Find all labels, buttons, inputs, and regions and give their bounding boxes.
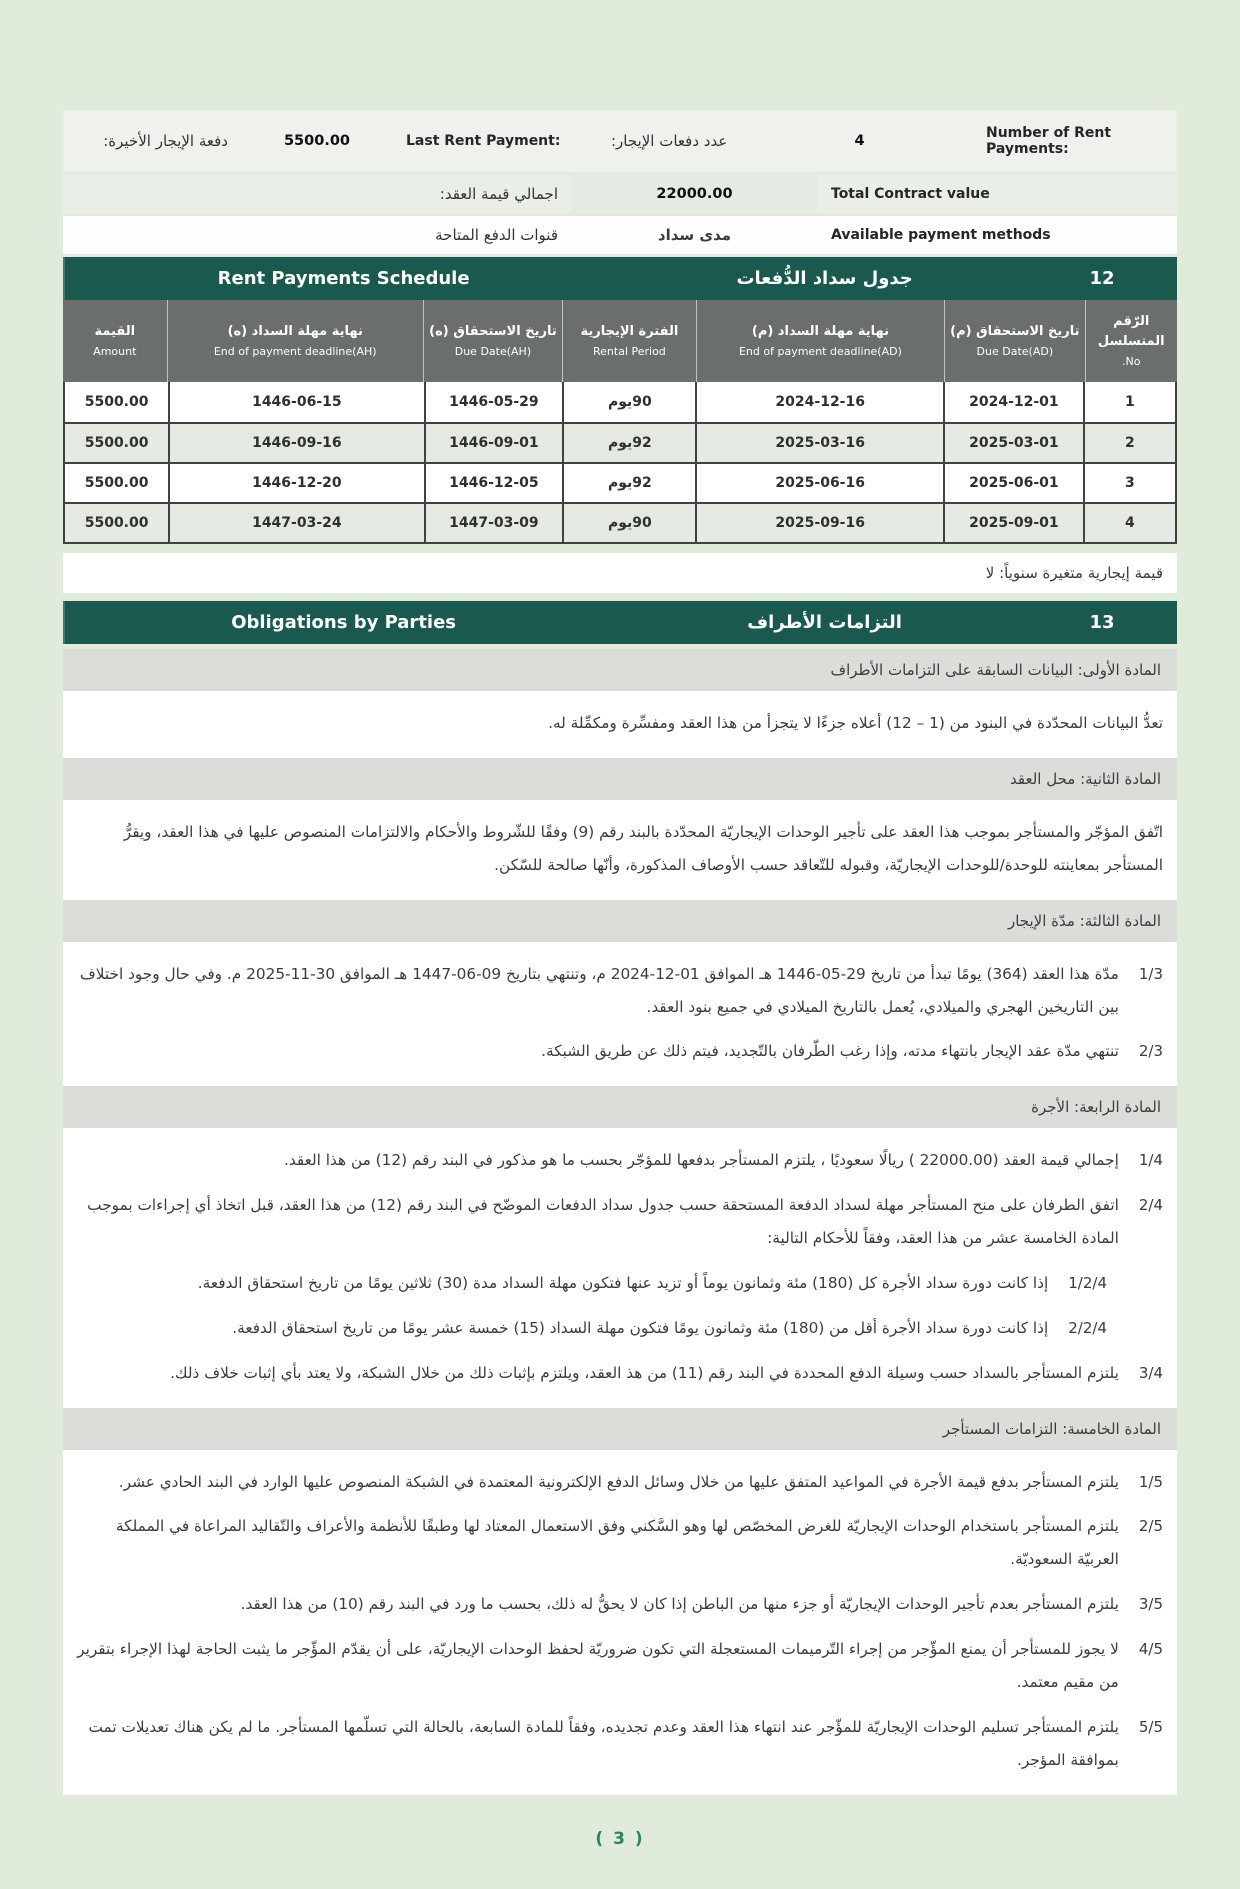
column-header-en: .No (1122, 354, 1141, 368)
clause (77, 1357, 1163, 1390)
article-body (63, 942, 1177, 1087)
clause (77, 1588, 1163, 1621)
clause-text: إذا كانت دورة سداد الأجرة كل (180) مئة وثمانون يوماً أو تزيد عنها فتكون مهلة السداد مدة (30) ثلاثين يومًا من تاريخ استحقاق الدفعة. (197, 1273, 1049, 1292)
last-rent-payment-value: 5500.00 (283, 133, 351, 149)
table-cell: 5500.00 (84, 475, 149, 491)
column-header (562, 300, 696, 382)
table-cell: 2025-06-01 (943, 464, 1083, 502)
table-cell: 5500.00 (84, 394, 149, 410)
column-header (167, 300, 423, 382)
section-12-title-ar: جدول سداد الدُّفعات (736, 268, 913, 289)
clause-text: لا يجوز للمستأجر أن يمنع المؤّجر من إجراء التّرميمات المستعجلة التي تكون ضروريّة لحفظ الوحدات الإيجاريّة، على أن يقدّم المؤّجر ما يثبت الحاجة لهذا الإجراء بتقرير من مقيم معتمد. (77, 1640, 1119, 1691)
info-row-total-contract-value (63, 175, 1177, 213)
clause (77, 1312, 1107, 1345)
table-cell: 4 (1083, 504, 1175, 542)
table-cell: 1 (1083, 382, 1175, 422)
schedule-table-body (63, 382, 1177, 544)
column-header-en: End of payment deadline(AH) (213, 344, 377, 358)
total-contract-value-amount: 22000.00 (572, 175, 817, 213)
section-13-left (63, 601, 622, 644)
column-header (944, 300, 1084, 382)
column-header-ar: تاريخ الاستحقاق (ه) (429, 324, 557, 340)
table-cell: 90يوم (562, 504, 695, 542)
clause (77, 1035, 1163, 1068)
article-body (63, 1450, 1177, 1795)
clause-number: 2/4 (1138, 1196, 1163, 1215)
last-rent-payment-label-ar: دفعة الإيجار الأخيرة: (103, 132, 228, 150)
clause (77, 1189, 1163, 1255)
payment-method-value: مدى سداد (657, 226, 732, 244)
total-contract-value-label-ar: اجمالي قيمة العقد: (439, 185, 558, 203)
section-13-number: 13 (1089, 612, 1115, 633)
variable-rent-note: قيمة إيجارية متغيرة سنوياً: لا (63, 553, 1177, 593)
total-contract-value-label: Total Contract value (831, 186, 990, 202)
clause (77, 1633, 1163, 1699)
clause-text: اتّفق المؤجّر والمستأجر بموجب هذا العقد على تأجير الوحدات الإيجاريّة المحدّدة بالبند رقم (9) وفقًا للشّروط والأحكام والالتزامات المنصوص عليها في هذا العقد، ويقرُّ المستأجر بمعاينته للوحدة/للوحدات الإيجاريّة، وقبوله للتّعاقد حسب الأوصاف المذكورة، وأنّها صالحة للسّكن. (123, 822, 1163, 874)
clause-text: إذا كانت دورة سداد الأجرة أقل من (180) مئة وثمانون يومًا فتكون مهلة السداد (15) خمسة عشر يومًا من تاريخ استحقاق الدفعة. (232, 1318, 1049, 1337)
section-13-title-ar: التزامات الأطراف (747, 612, 902, 633)
column-header-en: Rental Period (593, 344, 666, 358)
article-heading: المادة الأولى: البيانات السابقة على التزامات الأطراف (63, 649, 1177, 691)
table-cell: 2025-06-16 (695, 464, 943, 502)
table-cell: 92يوم (562, 424, 695, 462)
page-number: ( 3 ) (595, 1828, 645, 1849)
table-cell: 1446-12-20 (168, 464, 423, 502)
clause-number: 2/2/4 (1068, 1318, 1107, 1337)
column-header (696, 300, 944, 382)
table-cell: 2025-09-16 (695, 504, 943, 542)
table-cell: 1446-05-29 (424, 382, 563, 422)
last-rent-payment-label: Last Rent Payment: (406, 133, 561, 149)
section-12-header (63, 257, 1177, 300)
column-header-en: End of payment deadline(AD) (738, 344, 902, 358)
clause-number: 4/5 (1138, 1640, 1163, 1658)
table-cell: 3 (1083, 464, 1175, 502)
info-row-rent-payments (63, 110, 1177, 172)
clause-text: يلتزم المستأجر باستخدام الوحدات الإيجاريّة للغرض المخصّص لها وهو السَّكني وفق الاستعمال المعتاد لها وطبقًا للأنظمة والأعراف والتّقاليد المراعاة في المملكة العربيّة السعوديّة. (115, 1517, 1119, 1569)
available-payment-methods-label-ar: قنوات الدفع المتاحة (435, 226, 558, 244)
table-cell: 5500.00 (84, 515, 149, 531)
clause-number: 5/5 (1138, 1717, 1163, 1736)
column-header-en: Amount (93, 344, 137, 358)
clause (77, 1466, 1163, 1499)
table-row (65, 502, 1175, 542)
clause-text: مدّة هذا العقد (364) يومًا تبدأ من تاريخ 29-05-1446 هـ الموافق 01-12-2024 م، وتنتهي بتاريخ 09-06-1447 هـ الموافق 30-11-2025 م. وفي حال وجود اختلاف بين التاريخين الهجري والميلادي، يُعمل بالتاريخ الميلادي في جميع بنود العقد. (79, 964, 1119, 1016)
clause-text: يلتزم المستأجر بعدم تأجير الوحدات الإيجاريّة أو جزء منها من الباطن إذا كان لا يحقُّ له ذلك، بحسب ما ورد في البند رقم (10) من هذا العقد. (240, 1595, 1119, 1614)
table-cell: 2 (1083, 424, 1175, 462)
column-header (423, 300, 562, 382)
table-cell: 2025-03-16 (695, 424, 943, 462)
article-body (63, 800, 1177, 900)
clause (77, 816, 1163, 882)
section-12-right (622, 257, 1177, 300)
table-row (65, 382, 1175, 422)
table-cell: 2024-12-16 (695, 382, 943, 422)
clause-number: 1/2/4 (1068, 1273, 1107, 1292)
table-cell: 1446-06-15 (168, 382, 423, 422)
section-12-title-en: Rent Payments Schedule (217, 268, 470, 289)
table-cell: 5500.00 (84, 435, 149, 451)
clause-number: 1/4 (1138, 1151, 1163, 1170)
section-13-right (622, 601, 1177, 644)
table-row (65, 462, 1175, 502)
article-heading: المادة الثانية: محل العقد (63, 758, 1177, 800)
column-header-en: Due Date(AH) (454, 344, 532, 358)
article-body (63, 691, 1177, 758)
clause (77, 1144, 1163, 1177)
clause (77, 1510, 1163, 1576)
table-cell: 1446-12-05 (424, 464, 563, 502)
clause (77, 1267, 1107, 1300)
clause-text: يلتزم المستأجر بدفع قيمة الأجرة في المواعيد المتفق عليها من خلال وسائل الدفع الإلكترونية المعتمدة في الشبكة المنصوص عليها الوارد في البند الحادي عشر. (118, 1472, 1119, 1491)
clause-text: اتفق الطرفان على منح المستأجر مهلة لسداد الدفعة المستحقة حسب جدول سداد الدفعات الموضّح في البند رقم (12) من هذا العقد، قبل اتخاذ أي إجراءات بموجب المادة الخامسة عشر من هذا العقد، وفقاً للأحكام التالية: (87, 1196, 1119, 1247)
table-cell: 92يوم (562, 464, 695, 502)
column-header-ar: تاريخ الاستحقاق (م) (950, 324, 1080, 340)
contract-sheet (63, 0, 1177, 1889)
clause-text: تنتهي مدّة عقد الإيجار بانتهاء مدته، وإذا رغب الطّرفان بالتّجديد، فيتم ذلك عن طريق الشبكة. (541, 1042, 1119, 1061)
clause (77, 1711, 1163, 1777)
clause-number: 2/3 (1138, 1042, 1163, 1061)
obligations-articles (63, 649, 1177, 1795)
column-header-ar: نهاية مهلة السداد (ه) (227, 324, 363, 340)
section-13-title-en: Obligations by Parties (231, 612, 457, 633)
clause (77, 707, 1163, 740)
table-cell: 1447-03-24 (168, 504, 423, 542)
column-header-en: Due Date(AD) (976, 344, 1054, 358)
article-heading: المادة الثالثة: مدّة الإيجار (63, 900, 1177, 942)
section-13-header (63, 601, 1177, 644)
table-cell: 1447-03-09 (424, 504, 563, 542)
clause (77, 958, 1163, 1024)
schedule-table-header (63, 300, 1177, 382)
section-12-left (63, 257, 622, 300)
column-header (1085, 300, 1177, 382)
table-row (65, 422, 1175, 462)
article-body (63, 1128, 1177, 1407)
clause-text: يلتزم المستأجر تسليم الوحدات الإيجاريّة للمؤّجر عند انتهاء هذا العقد وعدم تجديده، وفقاً للمادة السابعة، بالحالة التي تسلّمها المستأجر. ما لم يكن هناك تعديلات تمت بموافقة المؤجر. (88, 1717, 1119, 1769)
clause-number: 3/4 (1138, 1363, 1163, 1382)
column-header-ar: نهاية مهلة السداد (م) (751, 324, 889, 340)
table-cell: 2025-09-01 (943, 504, 1083, 542)
column-header-ar: القيمة (94, 324, 136, 340)
article-heading: المادة الرابعة: الأجرة (63, 1086, 1177, 1128)
clause-number: 1/5 (1138, 1472, 1163, 1491)
available-payment-methods-label: Available payment methods (831, 227, 1051, 243)
table-cell: 1446-09-16 (168, 424, 423, 462)
clause-text: تعدُّ البيانات المحدّدة في البنود من (1 – 12) أعلاه جزءًا لا يتجزأ من هذا العقد ومفسِّرة ومكمِّلة له. (548, 714, 1163, 732)
column-header-ar: الفترة الإيجارية (580, 324, 679, 340)
number-of-rent-payments-label-ar: عدد دفعات الإيجار: (611, 132, 728, 150)
table-cell: 2024-12-01 (943, 382, 1083, 422)
number-of-rent-payments-value: 4 (854, 133, 865, 149)
column-header-ar: الرّقم المتسلسل (1097, 314, 1165, 350)
table-cell: 2025-03-01 (943, 424, 1083, 462)
clause-number: 1/3 (1138, 964, 1163, 983)
info-row-payment-methods (63, 216, 1177, 254)
rent-payments-schedule-table (63, 300, 1177, 544)
clause-text: يلتزم المستأجر بالسداد حسب وسيلة الدفع المحددة في البند رقم (11) من هذ العقد، ويلتزم بإثبات ذلك من خلال الشبكة، ولا يعتد بأي إثبات خلاف ذلك. (170, 1363, 1119, 1382)
clause-number: 2/5 (1138, 1517, 1163, 1536)
clause-text: إجمالي قيمة العقد (22000.00 ) ريالًا سعوديًا ، يلتزم المستأجر بدفعها للمؤجّر بحسب ما هو مذكور في البند رقم (12) من هذا العقد. (283, 1151, 1119, 1170)
column-header (63, 300, 167, 382)
clause-number: 3/5 (1138, 1595, 1163, 1614)
table-cell: 90يوم (562, 382, 695, 422)
number-of-rent-payments-label: Number of Rent Payments: (986, 125, 1112, 157)
section-12-number: 12 (1089, 268, 1115, 289)
table-cell: 1446-09-01 (424, 424, 563, 462)
article-heading: المادة الخامسة: التزامات المستأجر (63, 1408, 1177, 1450)
